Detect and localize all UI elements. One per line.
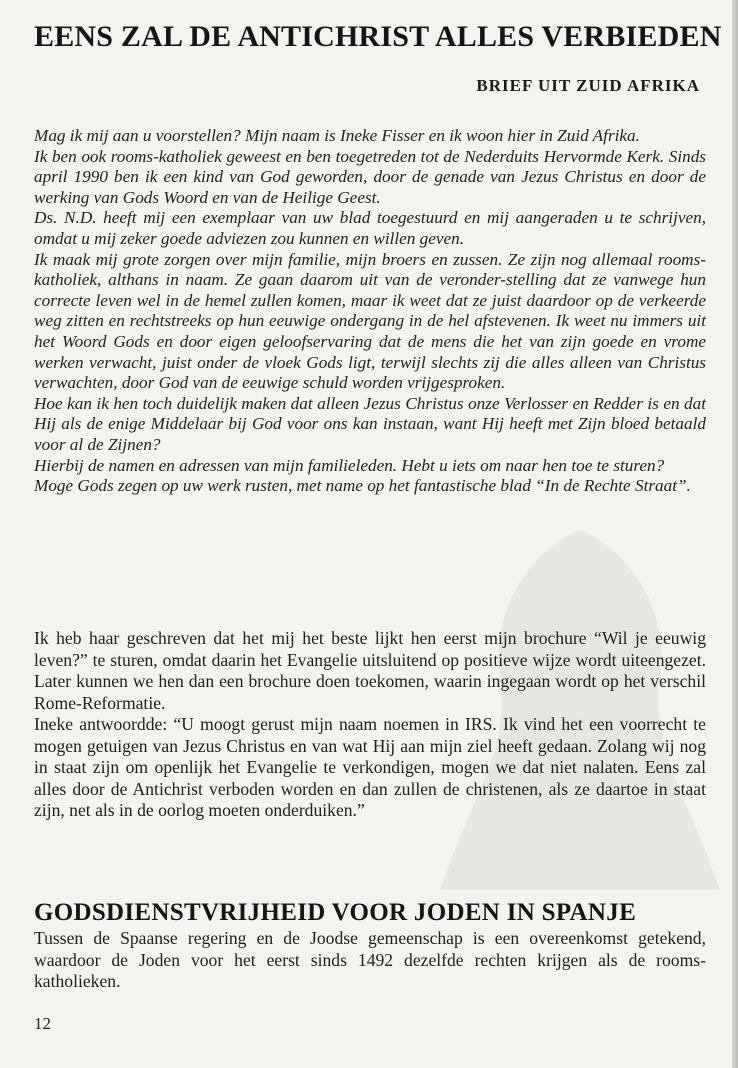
section-paragraph: Tussen de Spaanse regering en de Joodse gemeenschap is een overeenkomst getekend, waardoor de Joden voor het eerst sinds 1492 dezelfde rechten krijgen als de rooms-katholieken.	[34, 928, 706, 991]
letter-paragraph: Moge Gods zegen op uw werk rusten, met name op het fantastische blad “In de Rechte Straat”.	[34, 476, 691, 496]
letter-paragraph: Ik ben ook rooms-katholiek geweest en ben toegetreden tot de Nederduits Hervormde Kerk. Sinds april 1990 ben ik een kind van God geworden, door de genade van Jezus Christus en door de werking van Gods Woord en van de Heilige Geest.	[34, 146, 706, 207]
article-title: EENS ZAL DE ANTICHRIST ALLES VERBIEDEN	[34, 20, 722, 53]
page-number: 12	[34, 1014, 51, 1033]
body-paragraph: Ineke antwoordde: “U moogt gerust mijn naam noemen in IRS. Ik vind het een voorrecht te mogen getuigen van Jezus Christus en van wat Hij aan mijn ziel heeft gedaan. Zolang wij nog in staat zijn om openlijk het Evangelie te verkondigen, mogen we dat niet nalaten. Eens zal alles door de Antichrist verboden worden en dan zullen de christenen, als ze daartoe in staat zijn, net als in de oorlog moeten onderduiken.”	[34, 714, 706, 820]
letter-text	[34, 126, 706, 497]
body-paragraph: Ik heb haar geschreven dat het mij het beste lijkt hen eerst mijn brochure “Wil je eeuwig leven?” te sturen, omdat daarin het Evangelie uitsluitend op positieve wijze wordt uiteengezet. Later kunnen we hen dan een brochure doen toekomen, waarin ingegaan wordt op het verschil Rome-Reformatie.	[34, 628, 706, 713]
section-body	[34, 928, 706, 993]
article-body	[34, 628, 706, 822]
letter-paragraph: Ik maak mij grote zorgen over mijn familie, mijn broers en zussen. Ze zijn nog allemaal rooms-katholiek, althans in naam. Ze gaan daarom uit van de veronder-stelling dat ze vanwege hun correcte leven wel in de hemel zullen komen, maar ik weet dat ze juist daardoor op de verkeerde weg zitten en rechtstreeks op hun eeuwige ondergang in de hel afstevenen. Ik weet nu immers uit het Woord Gods en door eigen geloofservaring dat de mens die het van zijn goede en vrome werken verwacht, juist onder de vloek Gods ligt, terwijl slechts zij die alles alleen van Christus verwachten, door God van de eeuwige schuld worden vrijgesproken.	[34, 249, 706, 393]
page-edge	[732, 0, 738, 1068]
article-subtitle: BRIEF UIT ZUID AFRIKA	[476, 76, 700, 95]
letter-paragraph: Ds. N.D. heeft mij een exemplaar van uw blad toegestuurd en mij aangeraden u te schrijven, omdat u mij zeker goede adviezen zou kunnen en willen geven.	[34, 208, 706, 248]
letter-paragraph: Hoe kan ik hen toch duidelijk maken dat alleen Jezus Christus onze Verlosser en Redder is en dat Hij als de enige Middelaar bij God voor ons kan instaan, want Hij heeft met Zijn bloed betaald voor al de Zijnen?	[34, 393, 706, 454]
section-title: GODSDIENSTVRIJHEID VOOR JODEN IN SPANJE	[34, 899, 637, 926]
letter-paragraph: Mag ik mij aan u voorstellen? Mijn naam is Ineke Fisser en ik woon hier in Zuid Afrika.	[34, 126, 640, 145]
letter-paragraph: Hierbij de namen en adressen van mijn familieleden. Hebt u iets om naar hen toe te sturen?	[34, 455, 665, 475]
